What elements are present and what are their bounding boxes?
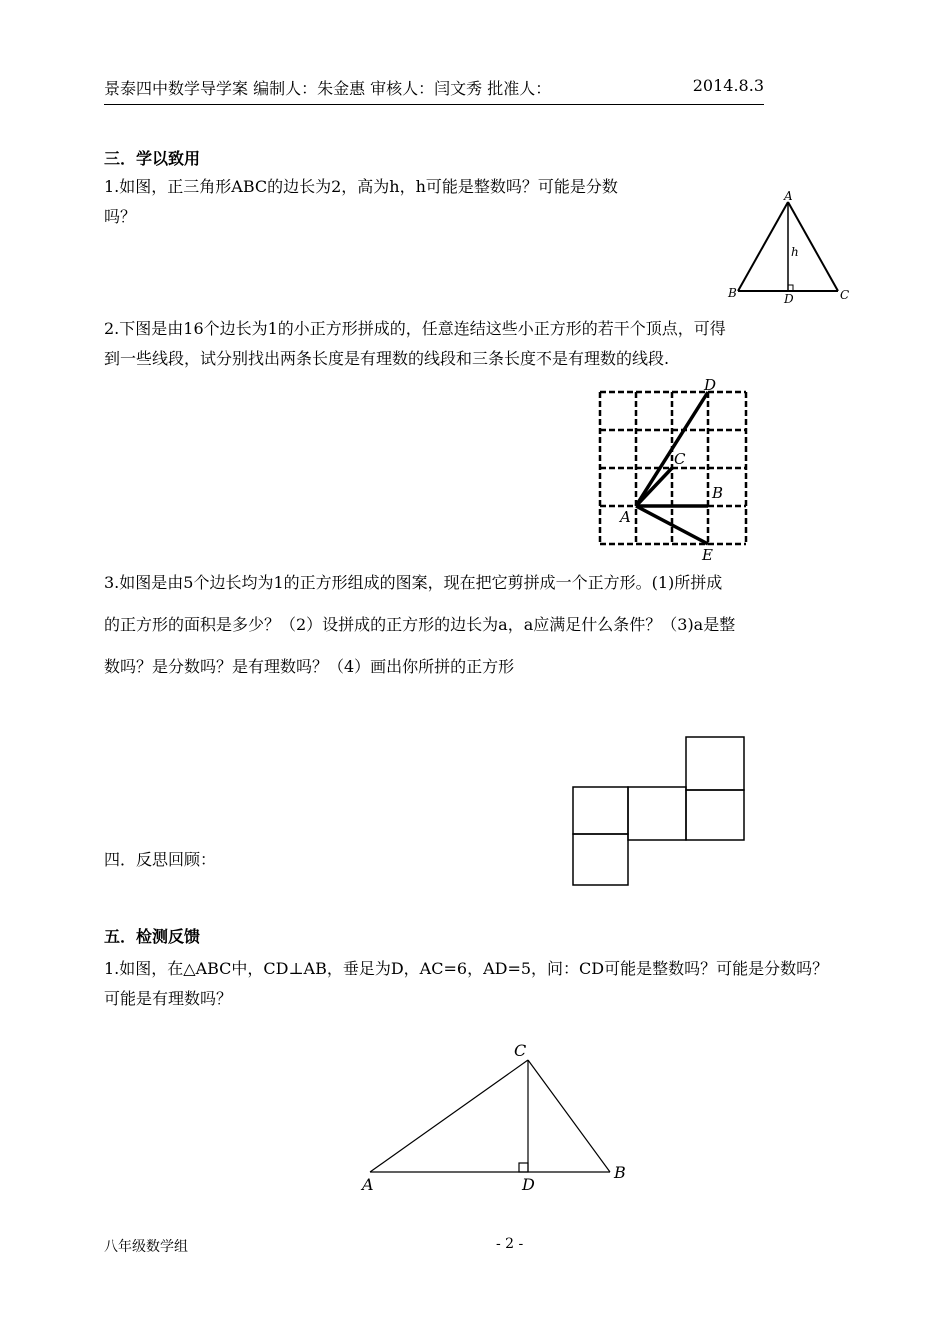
question-3-1 bbox=[104, 172, 618, 232]
right-triangle-label-d: D bbox=[522, 1175, 535, 1194]
question-5-1-line1: 1.如图，在△ABC中，CD⊥AB，垂足为D，AC=6，AD=5，问：CD可能是整数吗？可能是分数吗？ bbox=[104, 959, 829, 978]
question-3-2-line1: 2.下图是由16个边长为1的小正方形拼成的，任意连结这些小正方形的若干个顶点，可得 bbox=[104, 319, 726, 338]
section-5-title: 五．检测反馈 bbox=[104, 927, 201, 946]
question-5-1 bbox=[104, 954, 828, 1014]
section-3-title: 三．学以致用 bbox=[104, 149, 201, 168]
page-number: - 2 - bbox=[496, 1236, 524, 1252]
five-squares-figure bbox=[570, 734, 750, 890]
question-3-3-line2: 的正方形的面积是多少？（2）设拼成的正方形的边长为a，a应满足什么条件？（3)a是整 bbox=[104, 615, 736, 634]
right-triangle-label-a: A bbox=[362, 1175, 374, 1194]
question-3-1-line1: 1.如图，正三角形ABC的边长为2，高为h，h可能是整数吗？可能是分数 bbox=[104, 177, 618, 196]
footer-group: 八年级数学组 bbox=[104, 1239, 188, 1255]
triangle-label-d: D bbox=[784, 292, 794, 304]
grid-label-a: A bbox=[620, 508, 631, 526]
right-triangle-label-b: B bbox=[614, 1163, 626, 1182]
grid-figure bbox=[590, 374, 760, 564]
question-3-3 bbox=[104, 562, 735, 688]
grid-label-e: E bbox=[702, 546, 713, 564]
question-3-3-line1: 3.如图是由5个边长均为1的正方形组成的图案，现在把它剪拼成一个正方形。(1)所拼成 bbox=[104, 573, 723, 592]
triangle-label-h: h bbox=[791, 245, 799, 259]
header-left-text: 景泰四中数学导学案 编制人：朱金惠 审核人：闫文秀 批准人： bbox=[104, 79, 552, 98]
triangle-label-a: A bbox=[784, 189, 793, 203]
right-triangle-figure bbox=[356, 1036, 636, 1198]
question-3-2 bbox=[104, 314, 726, 374]
right-triangle-label-c: C bbox=[514, 1041, 527, 1060]
question-5-1-line2: 可能是有理数吗？ bbox=[104, 989, 233, 1008]
header-date: 2014.8.3 bbox=[692, 76, 764, 95]
question-3-1-line2: 吗？ bbox=[104, 207, 137, 226]
grid-label-c: C bbox=[674, 450, 686, 468]
triangle-label-c: C bbox=[840, 288, 850, 302]
page-header bbox=[104, 76, 764, 105]
equilateral-triangle-figure bbox=[726, 186, 856, 304]
triangle-label-b: B bbox=[728, 286, 737, 300]
question-3-2-line2: 到一些线段，试分别找出两条长度是有理数的线段和三条长度不是有理数的线段. bbox=[104, 349, 670, 368]
section-4-title: 四．反思回顾： bbox=[104, 850, 217, 869]
question-3-3-line3: 数吗？是分数吗？是有理数吗？（4）画出你所拼的正方形 bbox=[104, 657, 515, 676]
grid-label-d: D bbox=[704, 376, 717, 394]
grid-label-b: B bbox=[712, 484, 724, 502]
